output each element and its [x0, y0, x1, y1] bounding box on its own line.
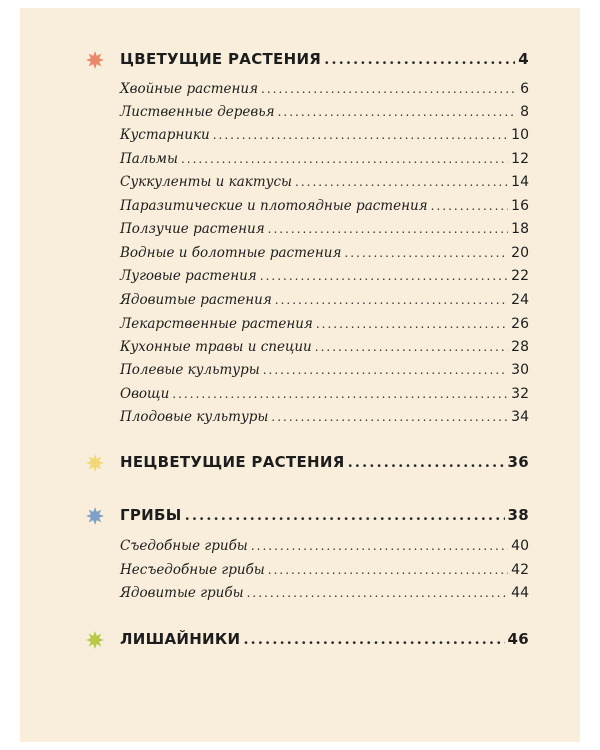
dot-leader: [268, 222, 509, 236]
star-icon: [86, 51, 104, 69]
item-title: Кухонные травы и специи: [120, 339, 312, 355]
section-page: 46: [507, 630, 529, 648]
item-title: Съедобные грибы: [120, 538, 248, 554]
toc-item[interactable]: [120, 151, 529, 167]
item-page: 42: [511, 562, 529, 578]
dot-leader: [324, 50, 515, 68]
dot-leader: [243, 630, 504, 648]
toc-item[interactable]: [120, 198, 529, 214]
dot-leader: [263, 363, 508, 377]
item-page: 14: [511, 174, 529, 190]
dot-leader: [275, 293, 508, 307]
item-page: 8: [520, 104, 529, 120]
toc-item[interactable]: [120, 292, 529, 308]
dot-leader: [260, 269, 508, 283]
dot-leader: [278, 105, 518, 119]
item-page: 40: [511, 538, 529, 554]
toc-item[interactable]: [120, 104, 529, 120]
dot-leader: [315, 340, 508, 354]
item-page: 32: [511, 386, 529, 402]
toc-item[interactable]: [120, 268, 529, 284]
item-title: Плодовые культуры: [120, 409, 269, 425]
star-shape: [86, 631, 104, 649]
toc-section-fungi[interactable]: [120, 506, 529, 524]
item-page: 30: [511, 362, 529, 378]
toc-item[interactable]: [120, 339, 529, 355]
star-shape: [86, 51, 104, 69]
item-title: Водные и болотные растения: [120, 245, 342, 261]
item-page: 6: [520, 81, 529, 97]
item-title: Полевые культуры: [120, 362, 260, 378]
item-title: Пальмы: [120, 151, 178, 167]
star-shape: [86, 454, 104, 472]
section-title: ЛИШАЙНИКИ: [120, 630, 241, 648]
star-shape: [86, 507, 104, 525]
item-title: Овощи: [120, 386, 170, 402]
section-page: 36: [507, 453, 529, 471]
star-icon: [86, 454, 104, 472]
toc-item[interactable]: [120, 81, 529, 97]
toc-item[interactable]: [120, 316, 529, 332]
toc-item[interactable]: [120, 386, 529, 402]
book-page: [20, 8, 580, 742]
dot-leader: [271, 410, 508, 424]
item-page: 10: [511, 127, 529, 143]
dot-leader: [344, 246, 508, 260]
section-title: ГРИБЫ: [120, 506, 182, 524]
toc-item[interactable]: [120, 409, 529, 425]
star-icon: [86, 507, 104, 525]
dot-leader: [431, 199, 509, 213]
item-page: 34: [511, 409, 529, 425]
item-title: Луговые растения: [120, 268, 257, 284]
toc-item[interactable]: [120, 127, 529, 143]
toc-section-flowering[interactable]: [120, 50, 529, 68]
item-page: 26: [511, 316, 529, 332]
item-title: Ядовитые растения: [120, 292, 272, 308]
dot-leader: [213, 128, 508, 142]
item-title: Кустарники: [120, 127, 210, 143]
section-page: 4: [518, 50, 529, 68]
item-page: 16: [511, 198, 529, 214]
toc-item[interactable]: [120, 245, 529, 261]
toc-item[interactable]: [120, 538, 529, 554]
dot-leader: [185, 506, 505, 524]
item-page: 24: [511, 292, 529, 308]
item-page: 12: [511, 151, 529, 167]
toc-item[interactable]: [120, 585, 529, 601]
star-icon: [86, 631, 104, 649]
toc-section-nonflowering[interactable]: [120, 453, 529, 471]
item-title: Паразитические и плотоядные растения: [120, 198, 428, 214]
section-title: ЦВЕТУЩИЕ РАСТЕНИЯ: [120, 50, 322, 68]
dot-leader: [261, 82, 517, 96]
item-page: 20: [511, 245, 529, 261]
dot-leader: [348, 453, 505, 471]
item-title: Ползучие растения: [120, 221, 265, 237]
table-of-contents: [20, 8, 580, 742]
item-page: 22: [511, 268, 529, 284]
toc-section-lichens[interactable]: [120, 630, 529, 648]
toc-item[interactable]: [120, 221, 529, 237]
item-title: Лекарственные растения: [120, 316, 313, 332]
dot-leader: [247, 586, 509, 600]
section-title: НЕЦВЕТУЩИЕ РАСТЕНИЯ: [120, 453, 345, 471]
section-page: 38: [507, 506, 529, 524]
item-page: 44: [511, 585, 529, 601]
item-title: Несъедобные грибы: [120, 562, 265, 578]
toc-item[interactable]: [120, 174, 529, 190]
dot-leader: [181, 152, 508, 166]
toc-item[interactable]: [120, 562, 529, 578]
item-page: 28: [511, 339, 529, 355]
dot-leader: [251, 539, 508, 553]
dot-leader: [295, 175, 508, 189]
item-title: Хвойные растения: [120, 81, 259, 97]
item-title: Суккуленты и кактусы: [120, 174, 293, 190]
item-page: 18: [511, 221, 529, 237]
dot-leader: [268, 563, 508, 577]
dot-leader: [172, 387, 508, 401]
dot-leader: [316, 317, 508, 331]
item-title: Ядовитые грибы: [120, 585, 244, 601]
item-title: Лиственные деревья: [120, 104, 275, 120]
toc-item[interactable]: [120, 362, 529, 378]
